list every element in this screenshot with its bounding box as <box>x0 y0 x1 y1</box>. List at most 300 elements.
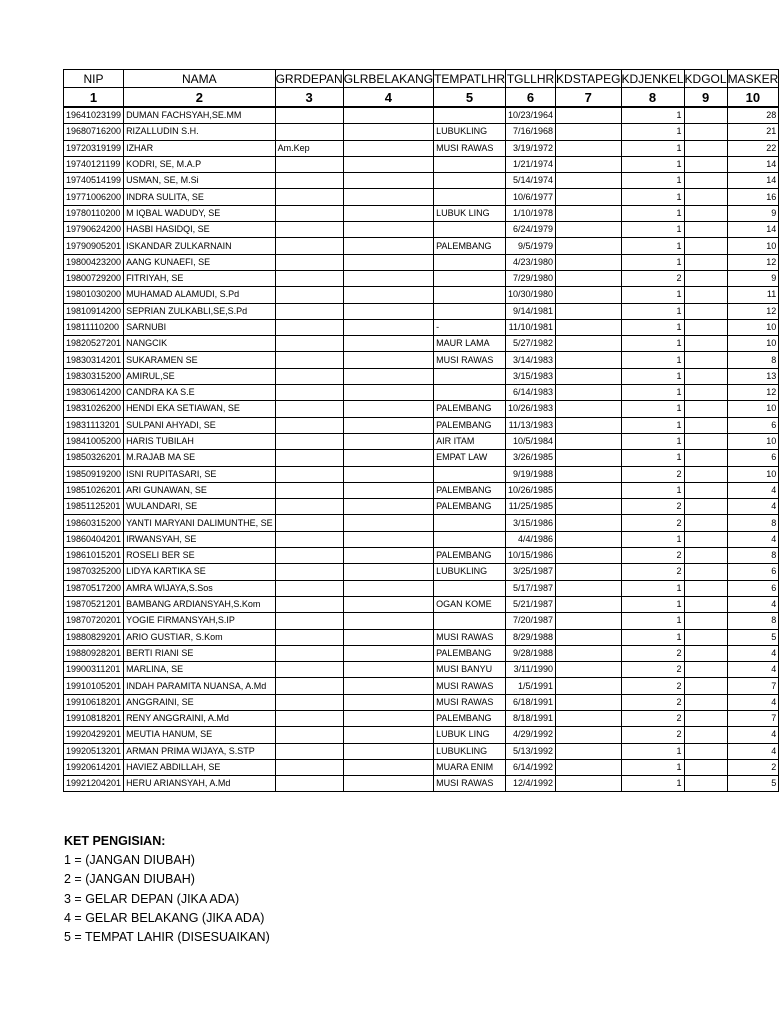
table-cell[interactable]: 4 <box>727 645 779 661</box>
table-cell[interactable]: 11/10/1981 <box>506 319 556 335</box>
table-cell[interactable] <box>556 694 621 710</box>
table-cell[interactable]: 6 <box>727 417 779 433</box>
table-cell[interactable]: 12 <box>727 303 779 319</box>
table-cell[interactable] <box>124 156 276 172</box>
table-cell[interactable]: 8 <box>727 548 779 564</box>
table-cell[interactable]: 1 <box>621 580 684 596</box>
table-cell[interactable] <box>275 515 343 531</box>
table-cell[interactable]: MUSI RAWAS <box>434 776 506 792</box>
table-cell[interactable]: 2 <box>621 466 684 482</box>
table-cell[interactable]: 2 <box>621 515 684 531</box>
table-cell[interactable]: 8 <box>727 352 779 368</box>
table-cell[interactable] <box>343 678 433 694</box>
table-cell[interactable]: 12 <box>727 254 779 270</box>
table-cell[interactable] <box>275 205 343 221</box>
table-cell[interactable] <box>684 287 727 303</box>
table-cell[interactable]: 19830314201 <box>64 352 124 368</box>
table-cell[interactable]: 2 <box>621 678 684 694</box>
table-cell[interactable] <box>343 238 433 254</box>
table-cell[interactable] <box>124 776 276 792</box>
table-cell[interactable]: 1 <box>621 531 684 547</box>
table-cell[interactable] <box>275 531 343 547</box>
table-cell[interactable]: 1 <box>621 238 684 254</box>
table-cell[interactable]: 7/29/1980 <box>506 270 556 286</box>
table-cell[interactable]: MAUR LAMA <box>434 336 506 352</box>
table-cell[interactable]: 19860315200 <box>64 515 124 531</box>
table-cell[interactable] <box>343 287 433 303</box>
table-cell[interactable] <box>124 254 276 270</box>
table-cell[interactable]: 11/25/1985 <box>506 499 556 515</box>
table-cell[interactable] <box>434 189 506 205</box>
table-cell[interactable] <box>343 124 433 140</box>
table-cell[interactable] <box>343 710 433 726</box>
table-cell[interactable] <box>343 466 433 482</box>
table-cell[interactable] <box>684 531 727 547</box>
table-cell[interactable] <box>124 319 276 335</box>
table-cell[interactable] <box>556 156 621 172</box>
table-cell[interactable]: 19680716200 <box>64 124 124 140</box>
table-cell[interactable] <box>684 450 727 466</box>
table-cell[interactable]: 8/29/1988 <box>506 629 556 645</box>
table-cell[interactable]: 4 <box>727 694 779 710</box>
table-cell[interactable]: 4 <box>727 727 779 743</box>
table-cell[interactable] <box>556 173 621 189</box>
table-cell[interactable] <box>343 759 433 775</box>
table-cell[interactable] <box>556 710 621 726</box>
table-cell[interactable]: PALEMBANG <box>434 548 506 564</box>
table-cell[interactable]: 10/26/1983 <box>506 401 556 417</box>
table-cell[interactable] <box>124 368 276 384</box>
table-cell[interactable] <box>343 385 433 401</box>
table-cell[interactable] <box>343 482 433 498</box>
table-cell[interactable] <box>684 368 727 384</box>
table-cell[interactable] <box>556 107 621 124</box>
table-cell[interactable] <box>343 222 433 238</box>
table-cell[interactable]: 8 <box>727 613 779 629</box>
table-cell[interactable] <box>275 189 343 205</box>
table-cell[interactable]: PALEMBANG <box>434 645 506 661</box>
table-cell[interactable]: 7/20/1987 <box>506 613 556 629</box>
table-cell[interactable] <box>556 319 621 335</box>
table-cell[interactable] <box>124 743 276 759</box>
table-cell[interactable]: 10/6/1977 <box>506 189 556 205</box>
table-cell[interactable] <box>434 107 506 124</box>
table-cell[interactable]: 1 <box>621 124 684 140</box>
table-cell[interactable]: 1 <box>621 336 684 352</box>
table-cell[interactable] <box>275 287 343 303</box>
table-cell[interactable]: 19780110200 <box>64 205 124 221</box>
table-cell[interactable] <box>684 205 727 221</box>
table-cell[interactable]: 1 <box>621 254 684 270</box>
table-cell[interactable]: 19900311201 <box>64 662 124 678</box>
table-cell[interactable] <box>343 564 433 580</box>
table-cell[interactable] <box>343 596 433 612</box>
table-cell[interactable] <box>556 645 621 661</box>
table-cell[interactable] <box>684 140 727 156</box>
table-cell[interactable] <box>275 140 343 156</box>
table-cell[interactable]: 19870521201 <box>64 596 124 612</box>
table-cell[interactable] <box>343 336 433 352</box>
table-cell[interactable] <box>343 580 433 596</box>
table-cell[interactable] <box>684 303 727 319</box>
table-cell[interactable]: 3/15/1986 <box>506 515 556 531</box>
table-cell[interactable] <box>275 319 343 335</box>
table-cell[interactable]: 1 <box>621 776 684 792</box>
table-cell[interactable]: 19790624200 <box>64 222 124 238</box>
table-cell[interactable] <box>684 173 727 189</box>
table-cell[interactable]: LUBUK LING <box>434 205 506 221</box>
table-cell[interactable] <box>275 564 343 580</box>
table-cell[interactable]: 19860404201 <box>64 531 124 547</box>
table-cell[interactable]: 4 <box>727 499 779 515</box>
table-cell[interactable]: 19641023199 <box>64 107 124 124</box>
table-cell[interactable]: 6 <box>727 564 779 580</box>
table-cell[interactable]: 19831026200 <box>64 401 124 417</box>
table-cell[interactable]: 10 <box>727 238 779 254</box>
table-cell[interactable]: 9/19/1988 <box>506 466 556 482</box>
table-cell[interactable]: 1 <box>621 629 684 645</box>
table-cell[interactable]: 19820527201 <box>64 336 124 352</box>
table-cell[interactable]: PALEMBANG <box>434 499 506 515</box>
table-cell[interactable] <box>343 417 433 433</box>
table-cell[interactable]: 19870720201 <box>64 613 124 629</box>
table-cell[interactable] <box>343 662 433 678</box>
table-cell[interactable] <box>275 596 343 612</box>
table-cell[interactable] <box>124 140 276 156</box>
table-cell[interactable] <box>556 270 621 286</box>
table-cell[interactable] <box>275 107 343 124</box>
table-cell[interactable] <box>434 613 506 629</box>
table-cell[interactable]: 4 <box>727 662 779 678</box>
table-cell[interactable]: 19810914200 <box>64 303 124 319</box>
table-cell[interactable]: 1 <box>621 352 684 368</box>
table-cell[interactable]: 8/18/1991 <box>506 710 556 726</box>
table-cell[interactable] <box>343 254 433 270</box>
table-cell[interactable]: 2 <box>621 499 684 515</box>
table-cell[interactable] <box>684 613 727 629</box>
table-cell[interactable] <box>124 548 276 564</box>
table-cell[interactable] <box>275 662 343 678</box>
table-cell[interactable] <box>684 776 727 792</box>
table-cell[interactable] <box>556 531 621 547</box>
table-cell[interactable]: 2 <box>621 694 684 710</box>
table-cell[interactable]: 22 <box>727 140 779 156</box>
table-cell[interactable] <box>124 580 276 596</box>
table-cell[interactable]: 19740121199 <box>64 156 124 172</box>
table-cell[interactable] <box>275 401 343 417</box>
table-cell[interactable]: 2 <box>621 710 684 726</box>
table-cell[interactable] <box>124 205 276 221</box>
table-cell[interactable] <box>684 499 727 515</box>
table-cell[interactable] <box>434 156 506 172</box>
table-cell[interactable]: 21 <box>727 124 779 140</box>
table-cell[interactable]: 19850919200 <box>64 466 124 482</box>
table-cell[interactable]: 1 <box>621 596 684 612</box>
table-cell[interactable] <box>343 303 433 319</box>
table-cell[interactable] <box>684 189 727 205</box>
table-cell[interactable]: 3/14/1983 <box>506 352 556 368</box>
table-cell[interactable] <box>684 548 727 564</box>
table-cell[interactable]: 9/28/1988 <box>506 645 556 661</box>
table-cell[interactable] <box>275 238 343 254</box>
table-cell[interactable] <box>124 189 276 205</box>
table-cell[interactable] <box>684 580 727 596</box>
table-cell[interactable] <box>275 303 343 319</box>
table-cell[interactable] <box>343 140 433 156</box>
table-cell[interactable] <box>124 662 276 678</box>
table-cell[interactable] <box>124 401 276 417</box>
table-cell[interactable] <box>124 645 276 661</box>
table-cell[interactable] <box>556 580 621 596</box>
table-cell[interactable] <box>684 156 727 172</box>
table-cell[interactable]: 3/15/1983 <box>506 368 556 384</box>
table-cell[interactable]: 3/26/1985 <box>506 450 556 466</box>
table-cell[interactable]: 1 <box>621 433 684 449</box>
table-cell[interactable]: 19920429201 <box>64 727 124 743</box>
table-cell[interactable] <box>124 336 276 352</box>
table-cell[interactable]: 1 <box>621 140 684 156</box>
table-cell[interactable] <box>684 678 727 694</box>
table-cell[interactable] <box>275 727 343 743</box>
table-cell[interactable] <box>684 433 727 449</box>
table-cell[interactable]: 2 <box>621 548 684 564</box>
table-cell[interactable] <box>275 352 343 368</box>
table-cell[interactable] <box>275 678 343 694</box>
table-cell[interactable] <box>556 596 621 612</box>
table-cell[interactable] <box>343 189 433 205</box>
table-cell[interactable] <box>124 759 276 775</box>
table-cell[interactable]: 4 <box>727 482 779 498</box>
table-cell[interactable] <box>434 466 506 482</box>
table-cell[interactable] <box>556 287 621 303</box>
table-cell[interactable]: 10 <box>727 401 779 417</box>
table-cell[interactable] <box>124 352 276 368</box>
table-cell[interactable]: LUBUK LING <box>434 727 506 743</box>
table-cell[interactable] <box>124 450 276 466</box>
table-cell[interactable] <box>684 107 727 124</box>
table-cell[interactable] <box>684 336 727 352</box>
table-cell[interactable]: 5 <box>727 629 779 645</box>
table-cell[interactable] <box>124 531 276 547</box>
table-cell[interactable]: MUARA ENIM <box>434 759 506 775</box>
table-cell[interactable] <box>684 466 727 482</box>
table-cell[interactable]: 10 <box>727 319 779 335</box>
table-cell[interactable]: 10 <box>727 466 779 482</box>
table-cell[interactable]: 1 <box>621 287 684 303</box>
table-cell[interactable] <box>684 385 727 401</box>
table-cell[interactable] <box>275 694 343 710</box>
table-cell[interactable] <box>343 694 433 710</box>
table-cell[interactable] <box>434 368 506 384</box>
table-cell[interactable] <box>434 222 506 238</box>
table-cell[interactable]: 19841005200 <box>64 433 124 449</box>
table-cell[interactable] <box>434 173 506 189</box>
table-cell[interactable] <box>556 368 621 384</box>
table-cell[interactable]: 2 <box>621 662 684 678</box>
table-cell[interactable] <box>684 629 727 645</box>
table-cell[interactable] <box>275 759 343 775</box>
table-cell[interactable] <box>124 466 276 482</box>
table-cell[interactable] <box>684 124 727 140</box>
table-cell[interactable] <box>275 466 343 482</box>
table-cell[interactable] <box>124 417 276 433</box>
table-cell[interactable] <box>434 515 506 531</box>
table-cell[interactable] <box>556 303 621 319</box>
table-cell[interactable]: 19851026201 <box>64 482 124 498</box>
table-cell[interactable]: 9 <box>727 270 779 286</box>
table-cell[interactable]: 5/21/1987 <box>506 596 556 612</box>
table-cell[interactable] <box>684 727 727 743</box>
table-cell[interactable] <box>684 596 727 612</box>
table-cell[interactable]: 1/21/1974 <box>506 156 556 172</box>
table-cell[interactable] <box>434 531 506 547</box>
table-cell[interactable]: 6/18/1991 <box>506 694 556 710</box>
table-cell[interactable] <box>434 254 506 270</box>
table-cell[interactable]: 3/19/1972 <box>506 140 556 156</box>
table-cell[interactable]: 4 <box>727 531 779 547</box>
table-cell[interactable] <box>556 336 621 352</box>
table-cell[interactable]: 19830315200 <box>64 368 124 384</box>
table-cell[interactable]: MUSI RAWAS <box>434 629 506 645</box>
table-cell[interactable]: 19880928201 <box>64 645 124 661</box>
table-cell[interactable] <box>684 254 727 270</box>
table-cell[interactable]: 4/23/1980 <box>506 254 556 270</box>
table-cell[interactable] <box>343 433 433 449</box>
table-cell[interactable] <box>684 238 727 254</box>
table-cell[interactable]: 5/13/1992 <box>506 743 556 759</box>
table-cell[interactable]: 9/5/1979 <box>506 238 556 254</box>
table-cell[interactable]: 4/4/1986 <box>506 531 556 547</box>
table-cell[interactable] <box>275 254 343 270</box>
table-cell[interactable] <box>343 205 433 221</box>
table-cell[interactable]: 14 <box>727 156 779 172</box>
table-cell[interactable]: 19850326201 <box>64 450 124 466</box>
table-cell[interactable] <box>343 727 433 743</box>
table-cell[interactable]: LUBUKLING <box>434 564 506 580</box>
table-cell[interactable] <box>556 238 621 254</box>
table-cell[interactable]: 19880829201 <box>64 629 124 645</box>
table-cell[interactable] <box>343 531 433 547</box>
table-cell[interactable]: 1 <box>621 417 684 433</box>
table-cell[interactable]: 1 <box>621 173 684 189</box>
table-cell[interactable]: 19861015201 <box>64 548 124 564</box>
table-cell[interactable] <box>684 401 727 417</box>
table-cell[interactable]: 1 <box>621 759 684 775</box>
table-cell[interactable] <box>124 433 276 449</box>
table-cell[interactable] <box>343 270 433 286</box>
table-cell[interactable]: 10/30/1980 <box>506 287 556 303</box>
table-cell[interactable] <box>556 401 621 417</box>
table-cell[interactable]: PALEMBANG <box>434 417 506 433</box>
table-cell[interactable]: 6/24/1979 <box>506 222 556 238</box>
table-cell[interactable]: 3/25/1987 <box>506 564 556 580</box>
table-cell[interactable] <box>343 776 433 792</box>
table-cell[interactable]: 6 <box>727 450 779 466</box>
table-cell[interactable]: 16 <box>727 189 779 205</box>
table-cell[interactable] <box>343 515 433 531</box>
table-cell[interactable] <box>684 515 727 531</box>
table-cell[interactable] <box>556 482 621 498</box>
table-cell[interactable]: LUBUKLING <box>434 743 506 759</box>
table-cell[interactable]: 19801030200 <box>64 287 124 303</box>
table-cell[interactable] <box>556 776 621 792</box>
table-cell[interactable] <box>556 759 621 775</box>
table-cell[interactable]: EMPAT LAW <box>434 450 506 466</box>
table-cell[interactable]: MUSI BANYU <box>434 662 506 678</box>
table-cell[interactable]: 9/14/1981 <box>506 303 556 319</box>
table-cell[interactable] <box>275 482 343 498</box>
table-cell[interactable] <box>434 580 506 596</box>
table-cell[interactable]: 1 <box>621 205 684 221</box>
table-cell[interactable]: 10 <box>727 433 779 449</box>
table-cell[interactable]: 19811110200 <box>64 319 124 335</box>
table-cell[interactable]: 19740514199 <box>64 173 124 189</box>
table-cell[interactable]: 19720319199 <box>64 140 124 156</box>
table-cell[interactable]: 10/26/1985 <box>506 482 556 498</box>
table-cell[interactable]: 1 <box>621 385 684 401</box>
table-cell[interactable]: 19921204201 <box>64 776 124 792</box>
table-cell[interactable] <box>124 482 276 498</box>
table-cell[interactable] <box>556 417 621 433</box>
table-cell[interactable]: 10/23/1964 <box>506 107 556 124</box>
table-cell[interactable] <box>124 303 276 319</box>
table-cell[interactable] <box>124 564 276 580</box>
table-cell[interactable]: PALEMBANG <box>434 482 506 498</box>
table-cell[interactable]: 19800423200 <box>64 254 124 270</box>
table-cell[interactable] <box>684 645 727 661</box>
table-cell[interactable]: 7 <box>727 678 779 694</box>
table-cell[interactable] <box>556 564 621 580</box>
table-cell[interactable] <box>275 156 343 172</box>
table-cell[interactable]: OGAN KOME <box>434 596 506 612</box>
table-cell[interactable] <box>124 107 276 124</box>
table-cell[interactable] <box>556 499 621 515</box>
table-cell[interactable] <box>556 743 621 759</box>
table-cell[interactable]: 2 <box>621 270 684 286</box>
table-cell[interactable] <box>556 222 621 238</box>
table-cell[interactable]: 11 <box>727 287 779 303</box>
table-cell[interactable] <box>275 124 343 140</box>
table-cell[interactable]: MUSI RAWAS <box>434 140 506 156</box>
table-cell[interactable]: 1 <box>621 156 684 172</box>
table-cell[interactable] <box>556 548 621 564</box>
table-cell[interactable]: 1/5/1991 <box>506 678 556 694</box>
table-cell[interactable] <box>343 629 433 645</box>
table-cell[interactable]: 1 <box>621 482 684 498</box>
table-cell[interactable]: 5/14/1974 <box>506 173 556 189</box>
table-cell[interactable] <box>124 596 276 612</box>
table-cell[interactable] <box>556 613 621 629</box>
table-cell[interactable]: 19910618201 <box>64 694 124 710</box>
table-cell[interactable] <box>275 336 343 352</box>
table-cell[interactable]: 4 <box>727 596 779 612</box>
table-cell[interactable]: 10/15/1986 <box>506 548 556 564</box>
table-cell[interactable] <box>684 417 727 433</box>
table-cell[interactable]: 9 <box>727 205 779 221</box>
table-cell[interactable] <box>556 662 621 678</box>
table-cell[interactable]: 13 <box>727 368 779 384</box>
table-cell[interactable] <box>434 385 506 401</box>
table-cell[interactable] <box>343 548 433 564</box>
table-cell[interactable] <box>556 678 621 694</box>
table-cell[interactable] <box>684 482 727 498</box>
table-cell[interactable] <box>556 727 621 743</box>
table-cell[interactable]: 8 <box>727 515 779 531</box>
table-cell[interactable] <box>434 270 506 286</box>
table-cell[interactable]: 12 <box>727 385 779 401</box>
table-cell[interactable]: 12/4/1992 <box>506 776 556 792</box>
table-cell[interactable]: 19920513201 <box>64 743 124 759</box>
